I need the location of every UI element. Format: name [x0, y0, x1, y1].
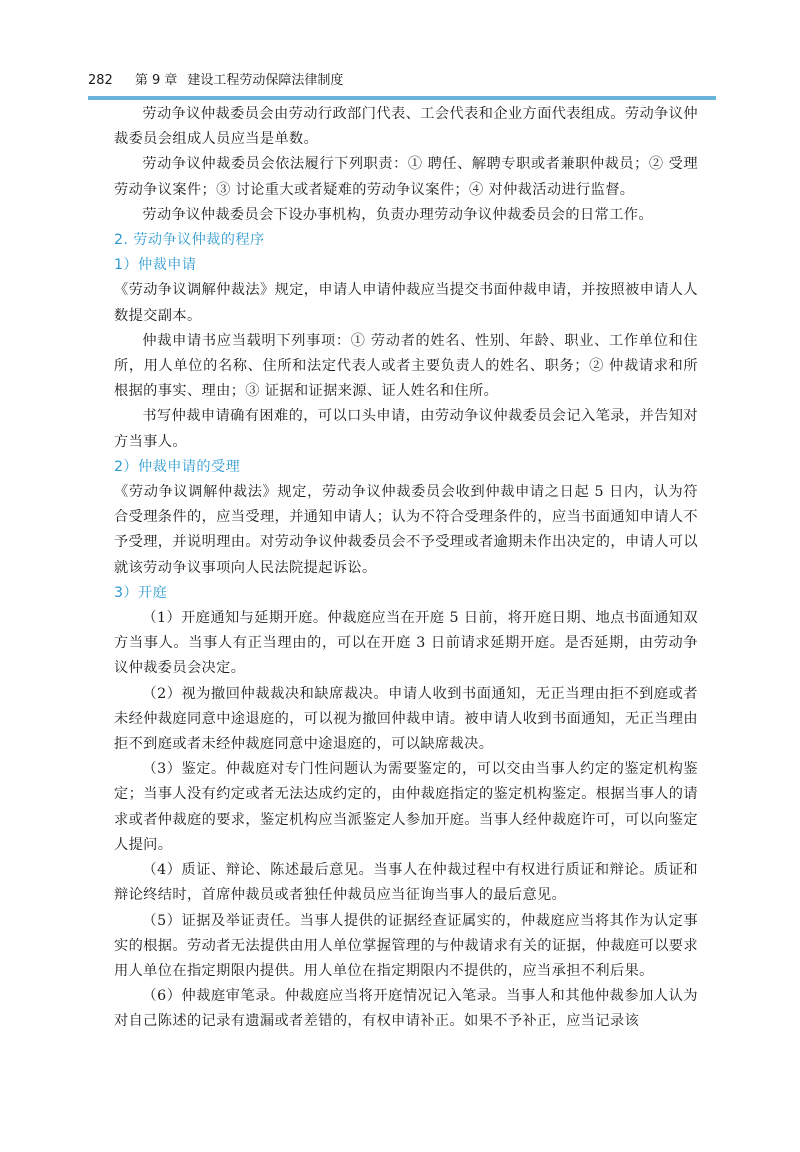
body-text: [114, 102, 698, 1035]
paragraph: （5）证据及举证责任。当事人提供的证据经查证属实的，仲裁庭应当将其作为认定事实的根据。劳动者无法提供由用人单位掌握管理的与仲裁请求有关的证据，仲裁庭可以要求用人单位在指定期限内提供。用人单位在指定期限内不提供的，应当承担不利后果。: [114, 912, 698, 979]
paragraph: 劳动争议仲裁委员会由劳动行政部门代表、工会代表和企业方面代表组成。劳动争议仲裁委员会组成人员应当是单数。: [114, 106, 698, 148]
paragraph: 《劳动争议调解仲裁法》规定，申请人申请仲裁应当提交书面仲裁申请，并按照被申请人人数提交副本。: [114, 282, 698, 324]
subsection-heading: 2）仲裁申请的受理: [114, 458, 241, 475]
paragraph: （2）视为撤回仲裁裁决和缺席裁决。申请人收到书面通知，无正当理由拒不到庭或者未经仲裁庭同意中途退庭的，可以视为撤回仲裁申请。被申请人收到书面通知，无正当理由拒不到庭或者未经仲裁庭同意中途退庭的，可以缺席裁决。: [114, 685, 698, 753]
section-heading: 2. 劳动争议仲裁的程序: [114, 232, 265, 249]
subsection-heading: 1）仲裁申请: [114, 257, 197, 274]
chapter-number: 第 9 章: [134, 73, 178, 88]
page-number: 282: [88, 73, 113, 88]
paragraph: （6）仲裁庭审笔录。仲裁庭应当将开庭情况记入笔录。当事人和其他仲裁参加人认为对自己陈述的记录有遗漏或者差错的，有权申请补正。如果不予补正，应当记录该: [114, 988, 698, 1030]
paragraph: 《劳动争议调解仲裁法》规定，劳动争议仲裁委员会收到仲裁申请之日起 5 日内，认为符合受理条件的，应当受理，并通知申请人；认为不符合受理条件的，应当书面通知申请人不予受理，并说明理由。对劳动争议仲裁委员会不予受理或者逾期未作出决定的，申请人可以就该劳动争议事项向人民法院提起诉讼。: [114, 484, 698, 576]
subsection-heading: 3）开庭: [114, 584, 168, 601]
header-rule: [88, 96, 716, 100]
paragraph: 书写仲裁申请确有困难的，可以口头申请，由劳动争议仲裁委员会记入笔录，并告知对方当事人。: [114, 408, 698, 450]
paragraph: （4）质证、辩论、陈述最后意见。当事人在仲裁过程中有权进行质证和辩论。质证和辩论终结时，首席仲裁员或者独任仲裁员应当征询当事人的最后意见。: [114, 862, 698, 904]
paragraph: （1）开庭通知与延期开庭。仲裁庭应当在开庭 5 日前，将开庭日期、地点书面通知双方当事人。当事人有正当理由的，可以在开庭 3 日前请求延期开庭。是否延期，由劳动争议仲裁委员会决定。: [114, 610, 698, 677]
running-header: [88, 72, 716, 90]
paragraph: 劳动争议仲裁委员会下设办事机构，负责办理劳动争议仲裁委员会的日常工作。: [142, 206, 653, 223]
paragraph: 劳动争议仲裁委员会依法履行下列职责：① 聘任、解聘专职或者兼职仲裁员；② 受理劳动争议案件；③ 讨论重大或者疑难的劳动争议案件；④ 对仲裁活动进行监督。: [114, 156, 698, 198]
paragraph: （3）鉴定。仲裁庭对专门性问题认为需要鉴定的，可以交由当事人约定的鉴定机构鉴定；当事人没有约定或者无法达成约定的，由仲裁庭指定的鉴定机构鉴定。根据当事人的请求或者仲裁庭的要求，鉴定机构应当派鉴定人参加开庭。当事人经仲裁庭许可，可以向鉴定人提问。: [114, 761, 698, 853]
chapter-title: 建设工程劳动保障法律制度: [187, 73, 344, 88]
paragraph: 仲裁申请书应当载明下列事项：① 劳动者的姓名、性别、年龄、职业、工作单位和住所，用人单位的名称、住所和法定代表人或者主要负责人的姓名、职务；② 仲裁请求和所根据的事实、理由；③ 证据和证据来源、证人姓名和住所。: [114, 332, 698, 400]
